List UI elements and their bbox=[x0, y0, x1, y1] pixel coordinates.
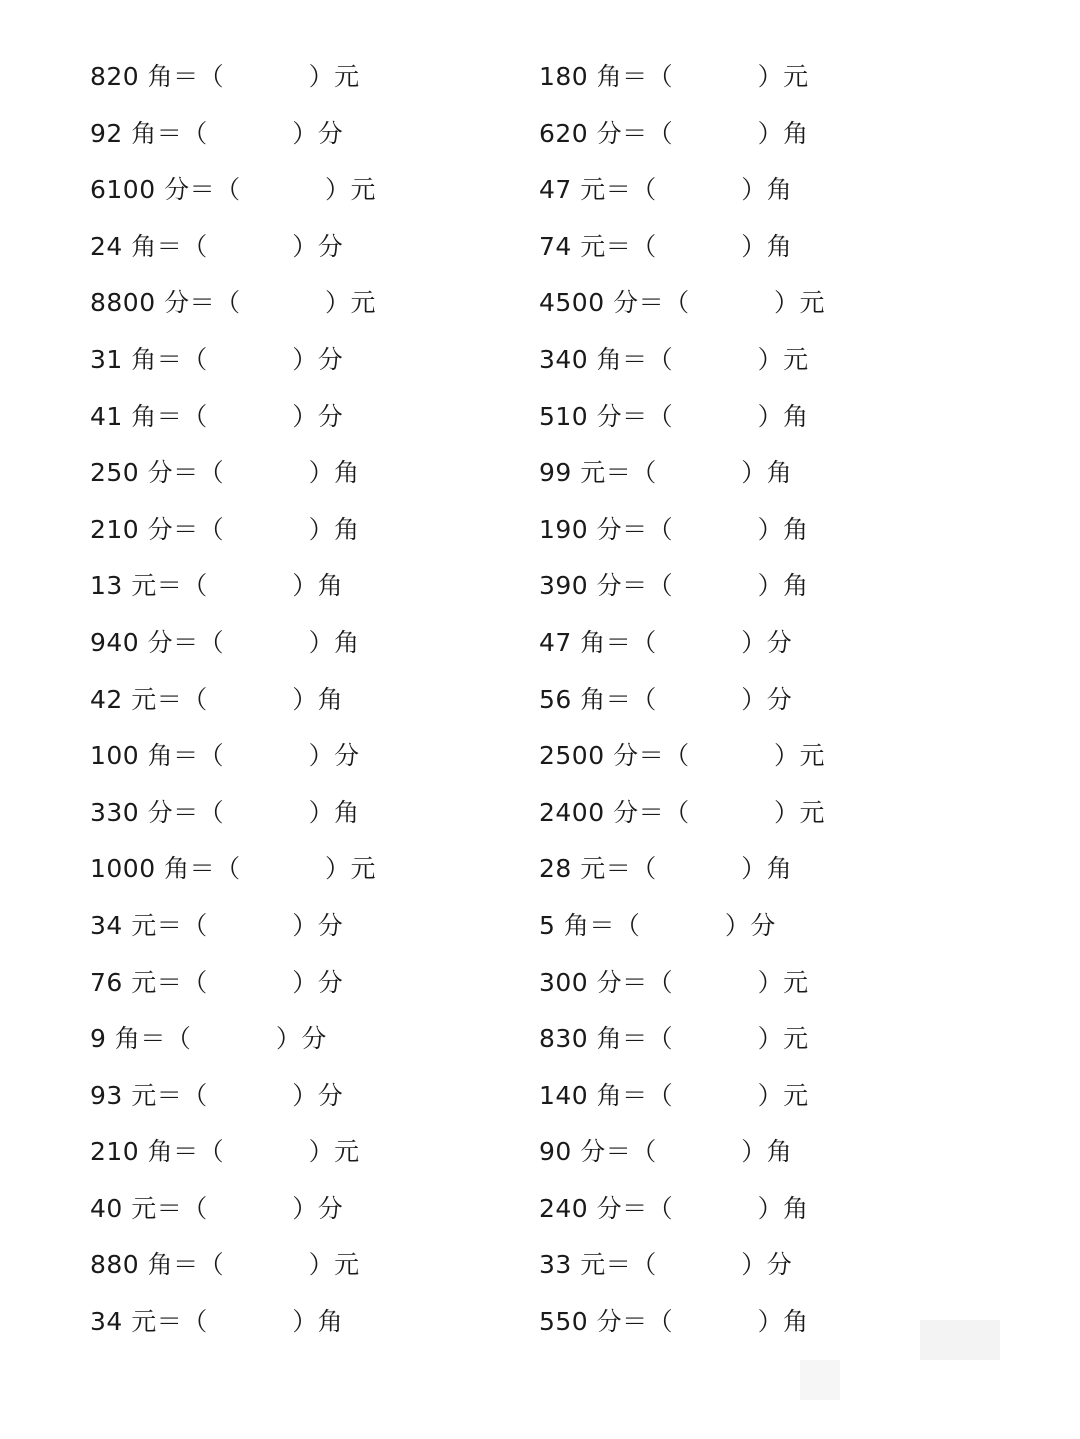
conversion-problem: 210 分＝（ ）角 bbox=[90, 514, 360, 544]
conversion-problem: 1000 角＝（ ）元 bbox=[90, 854, 377, 884]
conversion-problem: 6100 分＝（ ）元 bbox=[90, 175, 377, 205]
right-problem-column bbox=[539, 52, 825, 1354]
conversion-problem: 100 角＝（ ）分 bbox=[90, 741, 360, 771]
faded-watermark-block bbox=[800, 1360, 840, 1400]
conversion-problem: 820 角＝（ ）元 bbox=[90, 62, 360, 91]
conversion-problem: 5 角＝（ ）分 bbox=[539, 910, 776, 940]
conversion-problem: 550 分＝（ ）角 bbox=[539, 1307, 809, 1337]
conversion-problem: 13 元＝（ ）角 bbox=[90, 571, 344, 601]
conversion-problem: 190 分＝（ ）角 bbox=[539, 514, 809, 544]
conversion-problem: 24 角＝（ ）分 bbox=[90, 231, 344, 261]
conversion-problem: 330 分＝（ ）角 bbox=[90, 797, 360, 827]
conversion-problem: 830 角＝（ ）元 bbox=[539, 1024, 809, 1054]
conversion-problem: 240 分＝（ ）角 bbox=[539, 1193, 809, 1223]
conversion-problem: 180 角＝（ ）元 bbox=[539, 62, 809, 91]
conversion-problem: 47 角＝（ ）分 bbox=[539, 627, 793, 657]
left-problem-column bbox=[90, 52, 376, 1354]
conversion-problem: 510 分＝（ ）角 bbox=[539, 401, 809, 431]
conversion-problem: 28 元＝（ ）角 bbox=[539, 854, 793, 884]
conversion-problem: 92 角＝（ ）分 bbox=[90, 118, 344, 148]
faded-watermark-block bbox=[920, 1320, 1000, 1360]
conversion-problem: 390 分＝（ ）角 bbox=[539, 571, 809, 601]
conversion-problem: 99 元＝（ ）角 bbox=[539, 458, 793, 488]
conversion-problem: 4500 分＝（ ）元 bbox=[539, 288, 826, 318]
conversion-problem: 210 角＝（ ）元 bbox=[90, 1137, 360, 1167]
conversion-problem: 940 分＝（ ）角 bbox=[90, 627, 360, 657]
conversion-problem: 31 角＝（ ）分 bbox=[90, 344, 344, 374]
conversion-problem: 880 角＝（ ）元 bbox=[90, 1250, 360, 1280]
conversion-problem: 93 元＝（ ）分 bbox=[90, 1080, 344, 1110]
conversion-problem: 620 分＝（ ）角 bbox=[539, 118, 809, 148]
conversion-problem: 40 元＝（ ）分 bbox=[90, 1193, 344, 1223]
conversion-problem: 76 元＝（ ）分 bbox=[90, 967, 344, 997]
conversion-problem: 34 元＝（ ）角 bbox=[90, 1307, 344, 1337]
conversion-problem: 33 元＝（ ）分 bbox=[539, 1250, 793, 1280]
conversion-problem: 34 元＝（ ）分 bbox=[90, 910, 344, 940]
conversion-problem: 340 角＝（ ）元 bbox=[539, 344, 809, 374]
conversion-problem: 74 元＝（ ）角 bbox=[539, 231, 793, 261]
conversion-problem: 2400 分＝（ ）元 bbox=[539, 797, 826, 827]
conversion-problem: 300 分＝（ ）元 bbox=[539, 967, 809, 997]
conversion-problem: 9 角＝（ ）分 bbox=[90, 1024, 327, 1054]
conversion-problem: 140 角＝（ ）元 bbox=[539, 1080, 809, 1110]
conversion-problem: 56 角＝（ ）分 bbox=[539, 684, 793, 714]
conversion-problem: 41 角＝（ ）分 bbox=[90, 401, 344, 431]
conversion-problem: 2500 分＝（ ）元 bbox=[539, 741, 826, 771]
conversion-problem: 47 元＝（ ）角 bbox=[539, 175, 793, 205]
conversion-problem: 8800 分＝（ ）元 bbox=[90, 288, 377, 318]
conversion-problem: 250 分＝（ ）角 bbox=[90, 458, 360, 488]
conversion-problem: 42 元＝（ ）角 bbox=[90, 684, 344, 714]
conversion-problem: 90 分＝（ ）角 bbox=[539, 1137, 793, 1167]
